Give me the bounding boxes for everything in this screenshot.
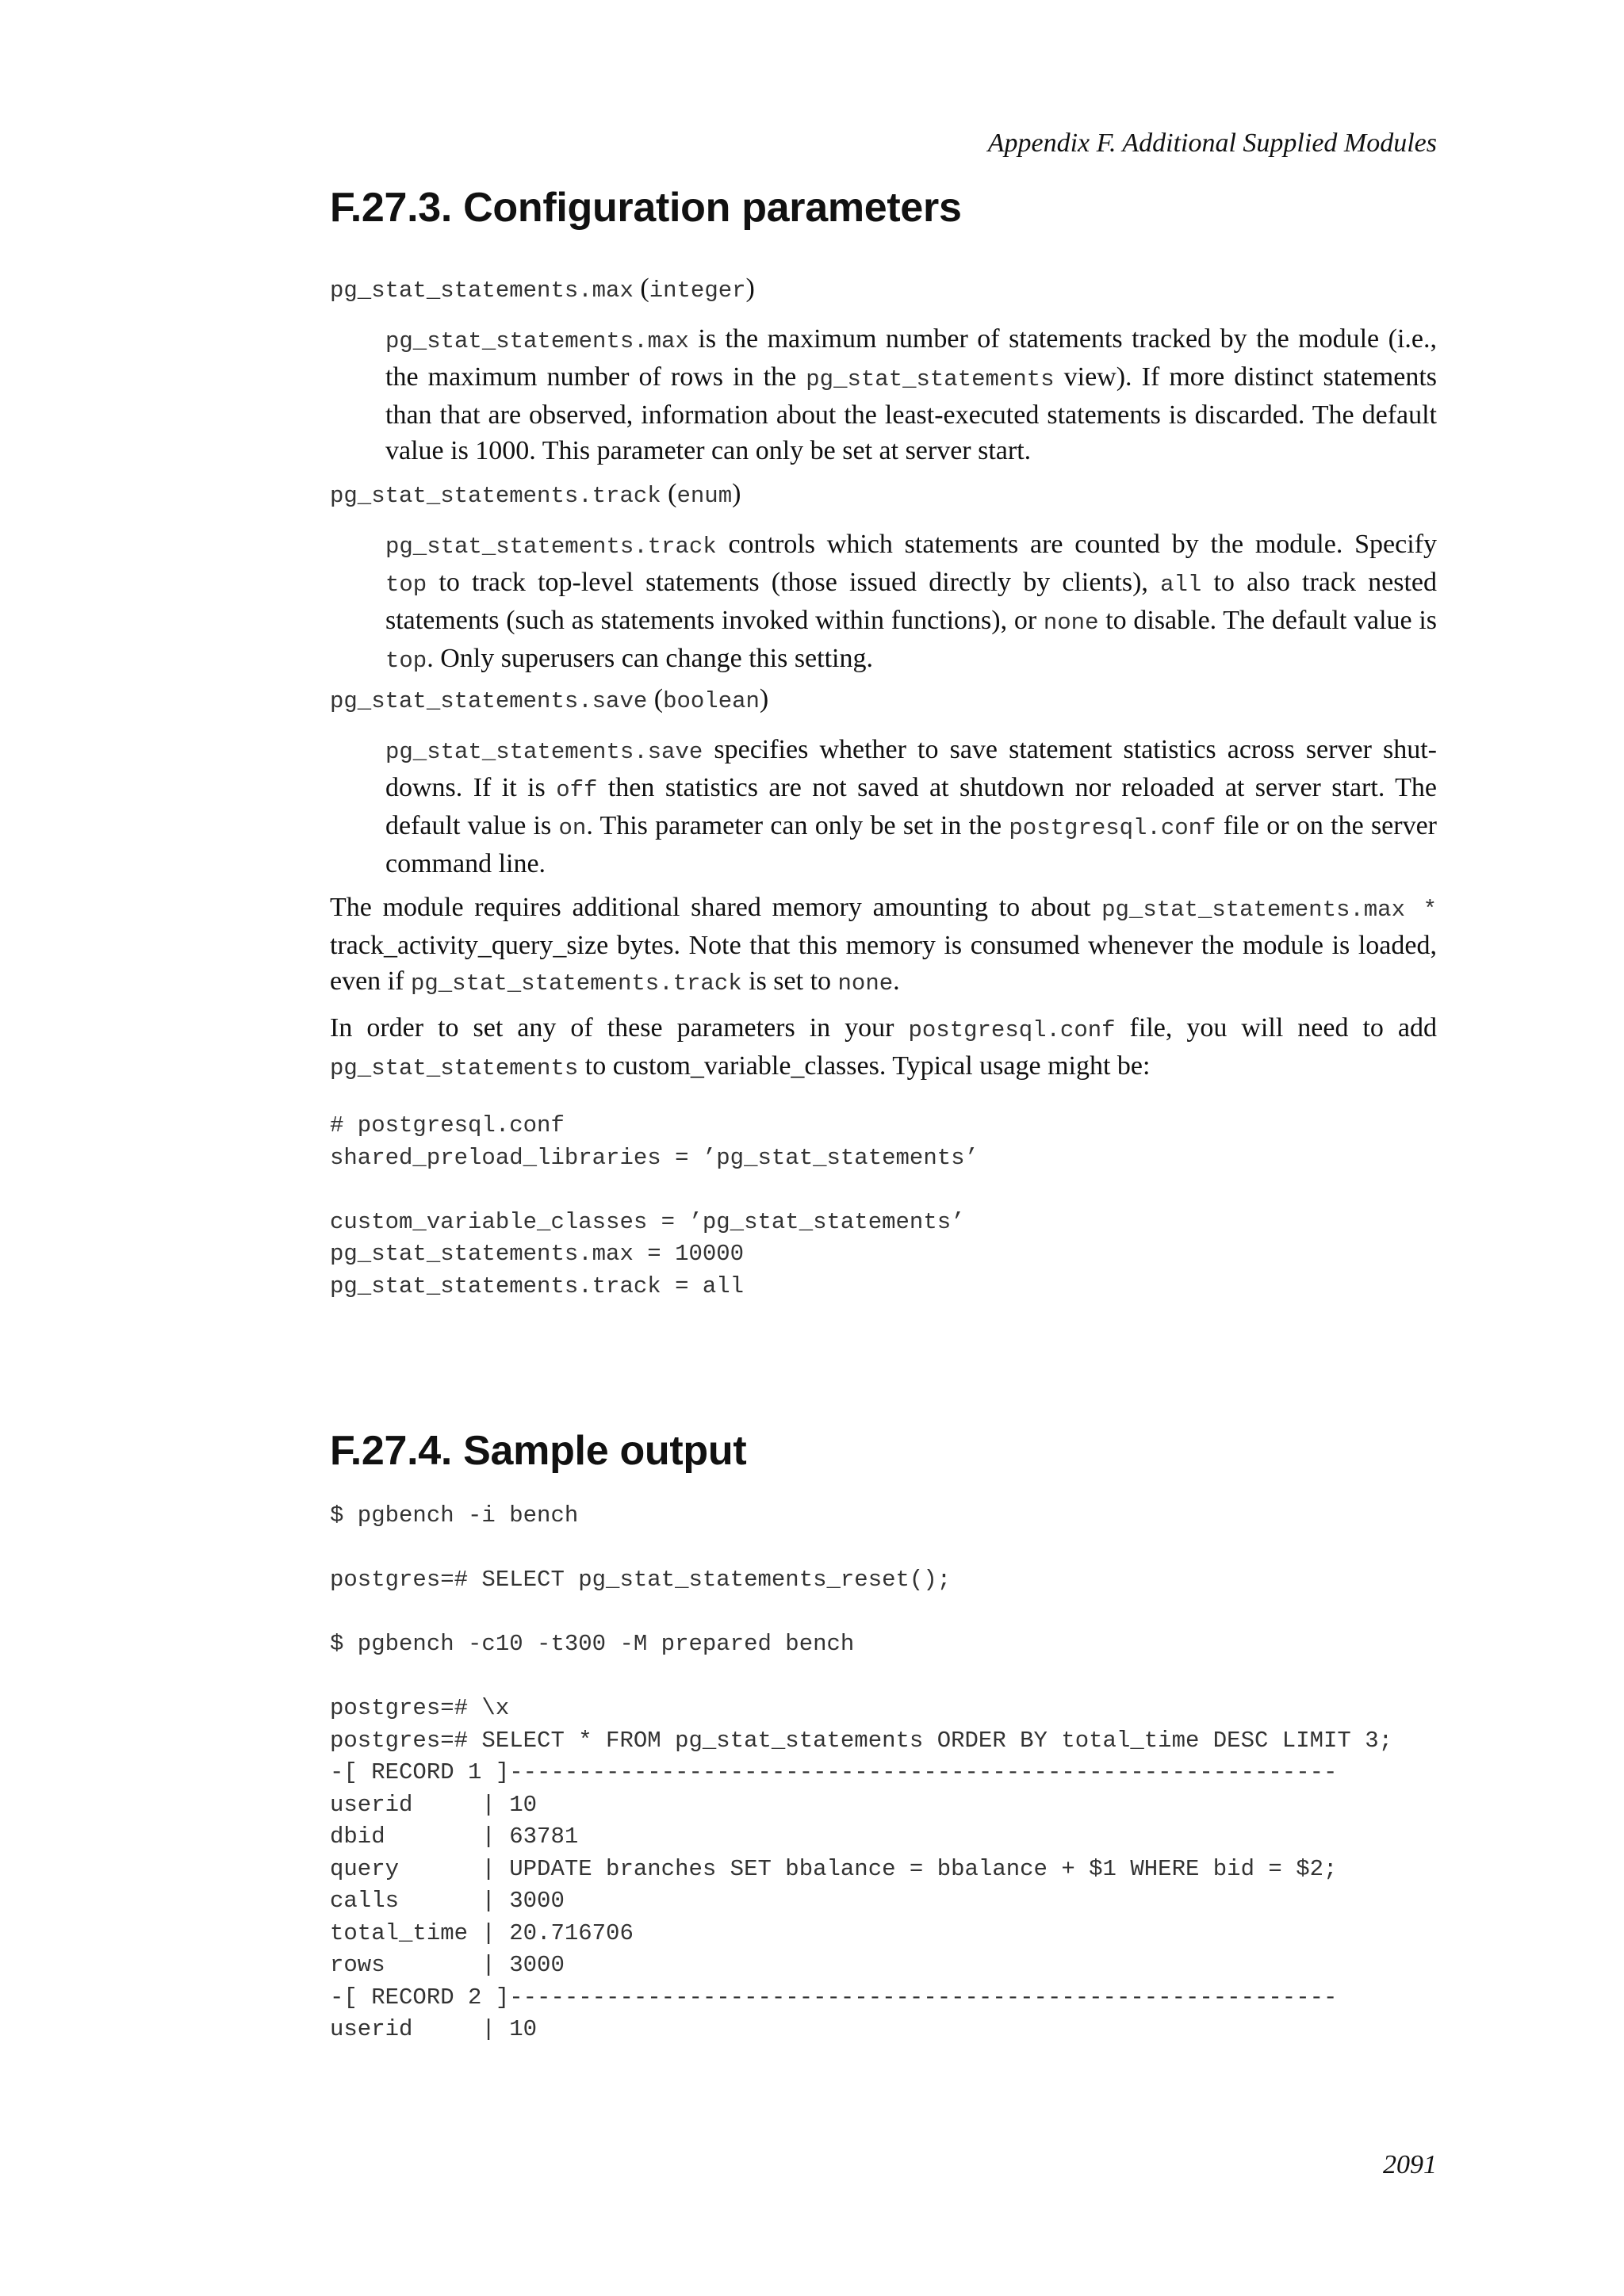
param-type: integer — [649, 277, 746, 304]
document-page — [330, 0, 1437, 2296]
sample-output-code-block: $ pgbench -i bench postgres=# SELECT pg_stat_statements_reset(); $ pgbench -c10 -t300 -M prepared bench postgres=# \x postgres=# SELECT * FROM pg_stat_statements ORDER BY total_time DESC LIMIT 3; -[ RECORD 1 ]------------------------------------------------------------ userid | 10 dbid | 63781 query | UPDATE branches SET bbalance = bbalance + $1 WHERE bid = $2; calls | 3000 total_time | 20.716706 rows | 3000 -[ RECORD 2 ]------------------------------------------------------------ userid | 10 — [330, 1502, 1393, 2042]
running-header: Appendix F. Additional Supplied Modules — [987, 128, 1437, 158]
param-name: pg_stat_statements.track — [330, 483, 661, 509]
param-term-max: pg_stat_statements.max (integer) — [330, 274, 755, 304]
param-name: pg_stat_statements.save — [330, 688, 648, 714]
param-desc-track: pg_stat_statements.track controls which statements are counted by the module. Specify top to track top-level statements (those issued directly by clients), all to also track nested statements (such as statements invoked within functions), or none to disable. The default value is top. Only superusers can change this setting. — [385, 530, 1438, 674]
param-type: boolean — [663, 688, 760, 714]
config-code-block: # postgresql.conf shared_preload_libraries = ’pg_stat_statements’ custom_variable_classes = ’pg_stat_statements’ pg_stat_statements.max = 10000 pg_stat_statements.track = all — [330, 1112, 979, 1299]
section-title-sample-output: F.27.4. Sample output — [330, 1428, 747, 1474]
param-term-track: pg_stat_statements.track (enum) — [330, 479, 741, 509]
param-type: enum — [676, 483, 733, 509]
usage-paragraph: In order to set any of these parameters in your postgresql.conf file, you will need to add pg_stat_statements to custom_variable_classes. Typical usage might be: — [330, 1013, 1437, 1081]
page-number: 2091 — [1383, 2150, 1437, 2179]
param-name: pg_stat_statements.max — [330, 277, 634, 304]
param-term-save: pg_stat_statements.save (boolean) — [330, 684, 769, 714]
param-desc-max: pg_stat_statements.max is the maximum number of statements tracked by the module (i.e., the maximum number of rows in the pg_stat_statements view). If more distinct statements than that are observed, information about the least-executed statements is discarded. The default value is 1000. This parameter can only be set at server start. — [385, 324, 1438, 465]
section-title-configuration: F.27.3. Configuration parameters — [330, 185, 962, 231]
param-desc-save: pg_stat_statements.save specifies whether to save statement statistics across server shut-downs. If it is off then statistics are not saved at shutdown nor reloaded at server start. The default value is on. This parameter can only be set in the postgresql.conf file or on the server command line. — [385, 735, 1437, 878]
memory-paragraph: The module requires additional shared memory amounting to about pg_stat_statements.max * track_activity_query_size bytes. Note that this memory is consumed whenever the module is loaded, even if pg_stat_statements.track is set to none. — [330, 893, 1437, 997]
